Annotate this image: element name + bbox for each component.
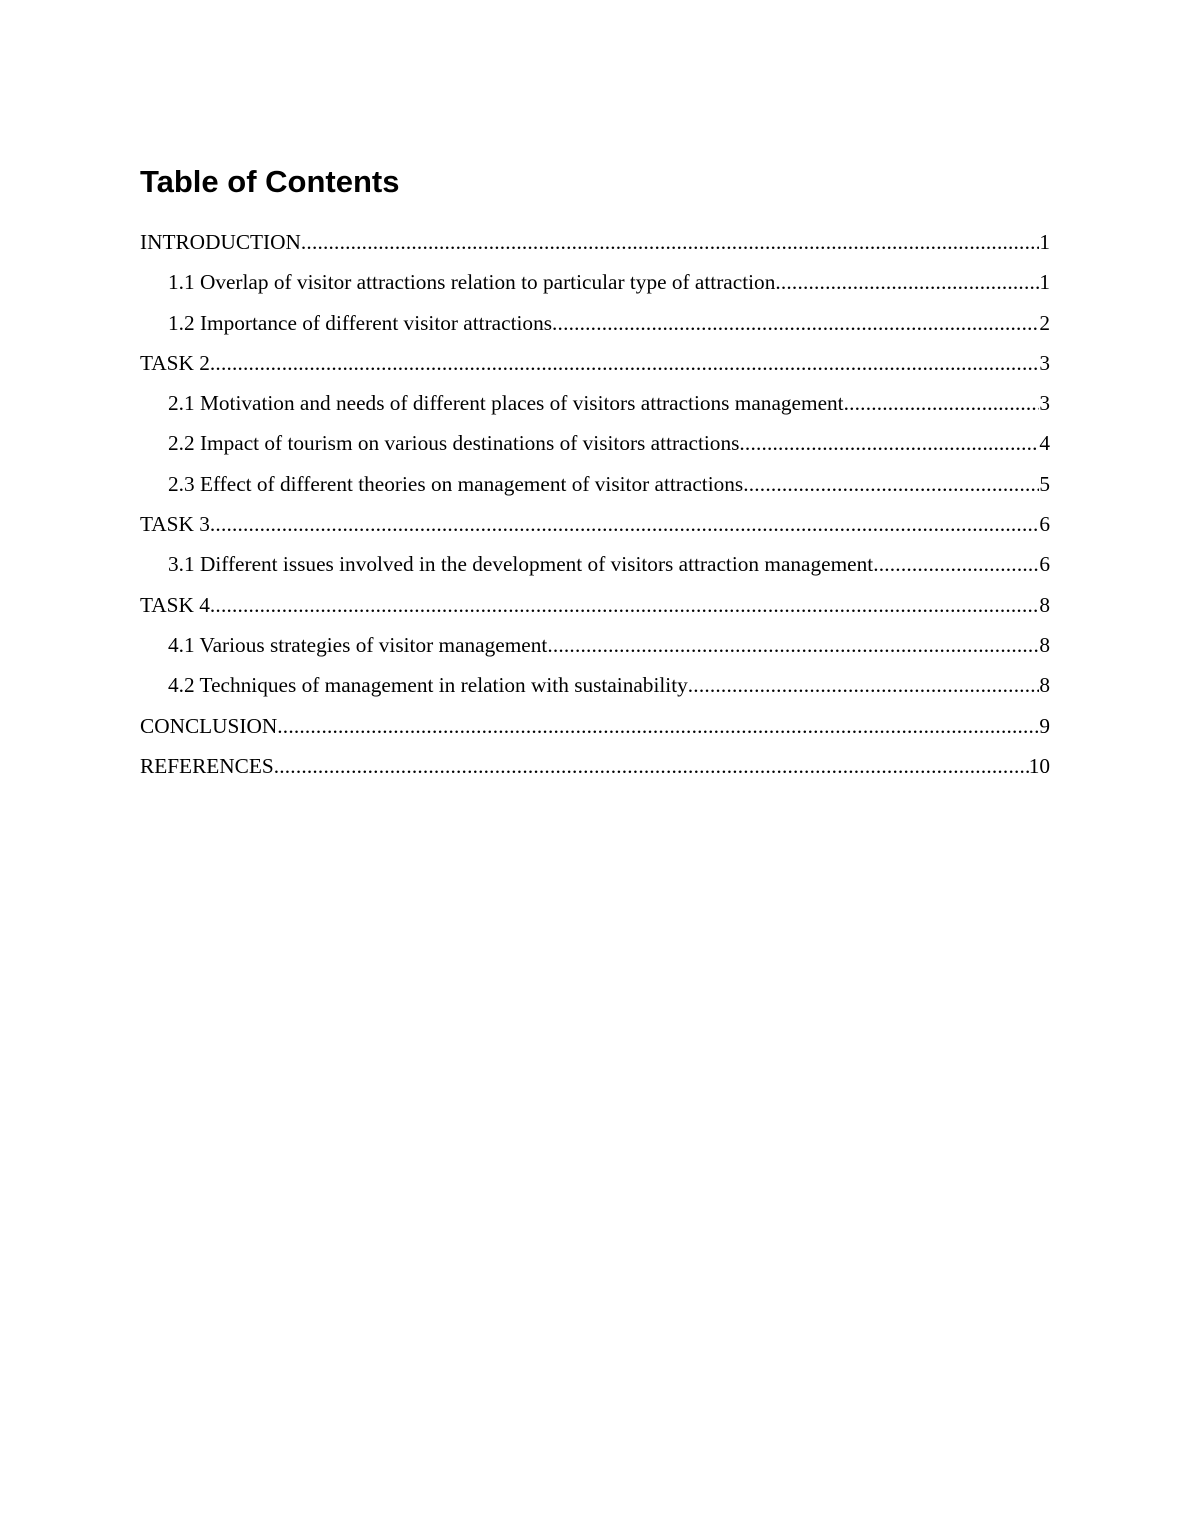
- toc-entry-title: 4.1 Various strategies of visitor management: [168, 632, 548, 657]
- toc-entry-title: TASK 2: [140, 350, 210, 375]
- toc-dot-leader: [688, 667, 1040, 703]
- toc-page-number: 5: [1039, 471, 1050, 496]
- toc-page-number: 2: [1039, 310, 1050, 335]
- toc-page-number: 3: [1039, 391, 1050, 416]
- toc-entry[interactable]: [140, 546, 1050, 586]
- toc-dot-leader: [739, 425, 1039, 461]
- toc-entry-title: TASK 3: [140, 512, 210, 537]
- toc-dot-leader: [844, 385, 1040, 421]
- toc-entry[interactable]: [140, 264, 1050, 304]
- toc-dot-leader: [274, 748, 1029, 784]
- toc-page-number: 8: [1039, 632, 1050, 657]
- toc-dot-leader: [547, 627, 1039, 663]
- toc-entry[interactable]: [140, 305, 1050, 345]
- toc-page-number: 10: [1028, 753, 1050, 778]
- toc-heading: Table of Contents: [140, 164, 400, 199]
- toc-entry-title: REFERENCES: [140, 753, 274, 778]
- toc-page-number: 1: [1039, 230, 1050, 254]
- toc-dot-leader: [301, 224, 1039, 260]
- toc-entry[interactable]: [140, 667, 1050, 707]
- toc-entry-title: CONCLUSION: [140, 713, 278, 738]
- toc-page-number: 6: [1039, 512, 1050, 537]
- toc-dot-leader: [210, 587, 1039, 623]
- toc-entry[interactable]: [140, 425, 1050, 465]
- toc-entry-title: TASK 4: [140, 592, 210, 617]
- toc-page-number: 6: [1039, 552, 1050, 577]
- toc-entry-title: 1.1 Overlap of visitor attractions relation to particular type of attraction: [168, 270, 776, 295]
- toc-entry[interactable]: [140, 466, 1050, 506]
- toc-entry[interactable]: [140, 345, 1050, 385]
- toc-list: [140, 224, 1050, 788]
- toc-dot-leader: [775, 264, 1039, 300]
- toc-dot-leader: [277, 708, 1039, 744]
- toc-page-number: 9: [1039, 713, 1050, 738]
- toc-dot-leader: [552, 305, 1039, 341]
- toc-entry[interactable]: [140, 506, 1050, 546]
- toc-entry-title: 3.1 Different issues involved in the development of visitors attraction management: [168, 552, 874, 577]
- toc-dot-leader: [210, 506, 1039, 542]
- toc-dot-leader: [210, 345, 1039, 381]
- toc-entry[interactable]: [140, 748, 1050, 788]
- toc-entry[interactable]: [140, 627, 1050, 667]
- toc-entry[interactable]: [140, 224, 1050, 264]
- toc-entry-title: 4.2 Techniques of management in relation with sustainability: [168, 673, 688, 698]
- toc-dot-leader: [873, 546, 1039, 582]
- toc-page-number: 1: [1039, 270, 1050, 295]
- toc-dot-leader: [743, 466, 1039, 502]
- toc-entry[interactable]: [140, 708, 1050, 748]
- toc-page-number: 8: [1039, 592, 1050, 617]
- toc-entry-title: 2.1 Motivation and needs of different places of visitors attractions management: [168, 391, 844, 416]
- toc-entry[interactable]: [140, 385, 1050, 425]
- toc-entry-title: 2.3 Effect of different theories on management of visitor attractions: [168, 471, 744, 496]
- toc-page-number: 3: [1039, 350, 1050, 375]
- toc-entry-title: 2.2 Impact of tourism on various destinations of visitors attractions: [168, 431, 740, 456]
- toc-entry-title: 1.2 Importance of different visitor attractions: [168, 310, 553, 335]
- toc-entry-title: INTRODUCTION: [140, 230, 301, 254]
- toc-page-number: 8: [1039, 673, 1050, 698]
- toc-entry[interactable]: [140, 587, 1050, 627]
- toc-page-number: 4: [1039, 431, 1050, 456]
